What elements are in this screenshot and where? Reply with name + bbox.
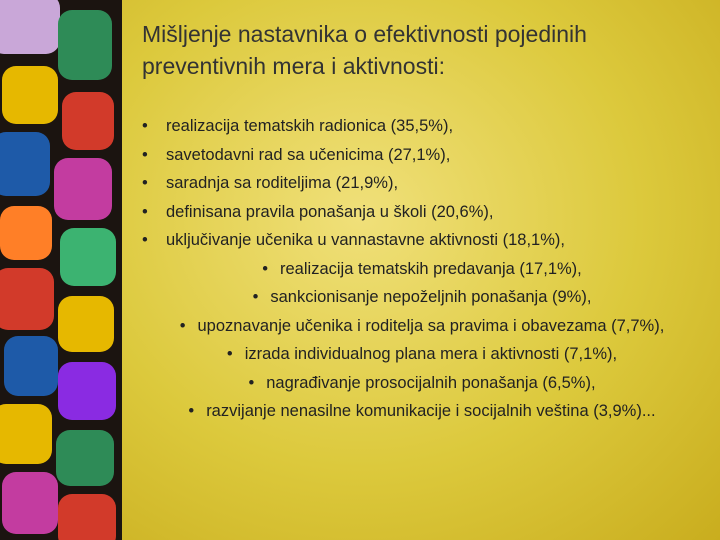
- puzzle-piece: [58, 296, 114, 352]
- bullet-item: [142, 340, 702, 369]
- bullet-item: [142, 369, 702, 398]
- puzzle-piece: [2, 472, 58, 534]
- bullet-marker: •: [226, 345, 233, 363]
- puzzle-piece: [58, 494, 116, 540]
- puzzle-piece: [4, 336, 58, 396]
- bullet-item: [142, 283, 702, 312]
- bullet-item: • savetodavni rad sa učenicima (27,1%),: [142, 141, 702, 170]
- bullet-text: izrada individualnog plana mera i aktivnosti (7,1%),: [244, 345, 618, 363]
- bullet-marker: •: [252, 288, 259, 306]
- puzzle-piece: [0, 132, 50, 196]
- bullet-list: [142, 112, 702, 426]
- bullet-marker: •: [248, 373, 255, 392]
- bullet-text: realizacija tematskih predavanja (17,1%),: [280, 259, 582, 278]
- puzzle-piece: [0, 0, 60, 54]
- puzzle-piece: [0, 268, 54, 330]
- puzzle-piece: [58, 10, 112, 80]
- bullet-marker: •: [262, 259, 269, 278]
- bullet-text: sankcionisanje nepoželjnih ponašanja (9%),: [270, 288, 592, 306]
- puzzle-piece: [60, 228, 116, 286]
- bullet-item: • realizacija tematskih radionica (35,5%),: [142, 112, 702, 141]
- puzzle-piece: [0, 404, 52, 464]
- bullet-marker: •: [179, 316, 186, 335]
- bullet-item: [142, 397, 702, 426]
- puzzle-piece: [58, 362, 116, 420]
- puzzle-pieces-decoration: [0, 0, 122, 540]
- bullet-text: upoznavanje učenika i roditelja sa pravima i obavezama (7,7%),: [197, 316, 665, 335]
- bullet-marker: •: [188, 402, 195, 420]
- bullet-item: • saradnja sa roditeljima (21,9%),: [142, 169, 702, 198]
- bullet-item: • uključivanje učenika u vannastavne aktivnosti (18,1%),: [142, 226, 702, 255]
- bullet-item: [142, 312, 702, 341]
- bullet-item: [142, 255, 702, 284]
- slide-title: Mišljenje nastavnika o efektivnosti pojedinih preventivnih mera i aktivnosti:: [142, 21, 587, 79]
- puzzle-piece: [2, 66, 58, 124]
- bullet-item: • definisana pravila ponašanja u školi (20,6%),: [142, 198, 702, 227]
- puzzle-piece: [0, 206, 52, 260]
- puzzle-piece: [56, 430, 114, 486]
- puzzle-piece: [54, 158, 112, 220]
- slide-content: [122, 0, 720, 540]
- puzzle-piece: [62, 92, 114, 150]
- bullet-text: razvijanje nenasilne komunikacije i socijalnih veština (3,9%)...: [206, 402, 656, 420]
- bullet-text: nagrađivanje prosocijalnih ponašanja (6,5%),: [266, 373, 596, 392]
